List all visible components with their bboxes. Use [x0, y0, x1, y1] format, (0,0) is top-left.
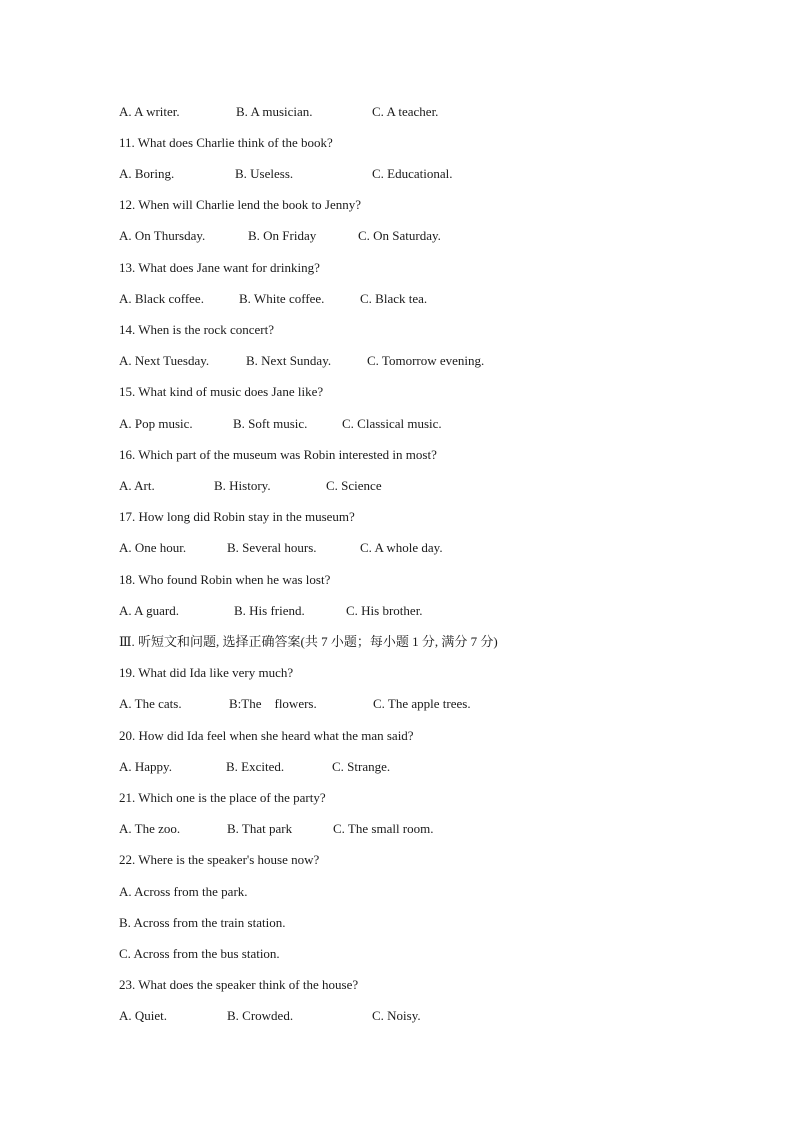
option-b: B. Useless. [235, 166, 294, 181]
option-a: A. Art. [119, 478, 155, 493]
question-16: 16. Which part of the museum was Robin interested in most? [119, 447, 437, 462]
option-c: C. Tomorrow evening. [367, 353, 485, 368]
option-b: B. Excited. [226, 759, 285, 774]
question-11: 11. What does Charlie think of the book? [119, 135, 333, 150]
option-b: B. History. [214, 478, 271, 493]
option-b: B:The flowers. [229, 696, 317, 711]
option-a: A. The cats. [119, 696, 182, 711]
option-c: C. A whole day. [360, 540, 443, 555]
option-b: B. His friend. [234, 603, 305, 618]
question-19: 19. What did Ida like very much? [119, 665, 294, 680]
option-b: B. Crowded. [227, 1008, 294, 1023]
question-18: 18. Who found Robin when he was lost? [119, 572, 331, 587]
option-b: B. A musician. [236, 104, 313, 119]
option-b: B. Several hours. [227, 540, 317, 555]
option-a: A. Happy. [119, 759, 172, 774]
option-b: B. Soft music. [233, 416, 308, 431]
answer-line-a: A. Across from the park. [119, 884, 248, 899]
question-17: 17. How long did Robin stay in the museum? [119, 509, 355, 524]
option-c: C. Science [326, 478, 382, 493]
question-21: 21. Which one is the place of the party? [119, 790, 326, 805]
option-c: C. Educational. [372, 166, 453, 181]
option-a: A. Boring. [119, 166, 175, 181]
option-a: A. Quiet. [119, 1008, 168, 1023]
option-a: A. Pop music. [119, 416, 193, 431]
question-22: 22. Where is the speaker's house now? [119, 852, 320, 867]
option-c: C. The apple trees. [373, 696, 471, 711]
option-a: A. A guard. [119, 603, 179, 618]
option-c: C. Classical music. [342, 416, 442, 431]
option-c: C. Noisy. [372, 1008, 421, 1023]
question-20: 20. How did Ida feel when she heard what the man said? [119, 728, 414, 743]
option-c: C. Black tea. [360, 291, 428, 306]
question-12: 12. When will Charlie lend the book to Jenny? [119, 197, 362, 212]
section-heading-iii: Ⅲ. 听短文和问题, 选择正确答案(共 7 小题；每小题 1 分, 满分 7 分) [119, 634, 498, 649]
option-a: A. Next Tuesday. [119, 353, 210, 368]
option-c: C. Strange. [332, 759, 391, 774]
question-15: 15. What kind of music does Jane like? [119, 384, 324, 399]
question-13: 13. What does Jane want for drinking? [119, 260, 320, 275]
option-a: A. One hour. [119, 540, 187, 555]
option-b: B. That park [227, 821, 293, 836]
question-23: 23. What does the speaker think of the house? [119, 977, 359, 992]
option-a: A. Black coffee. [119, 291, 204, 306]
answer-line-b: B. Across from the train station. [119, 915, 286, 930]
answer-line-c: C. Across from the bus station. [119, 946, 280, 961]
option-a: A. A writer. [119, 104, 180, 119]
option-b: B. On Friday [248, 228, 317, 243]
option-b: B. Next Sunday. [246, 353, 332, 368]
option-c: C. The small room. [333, 821, 434, 836]
question-14: 14. When is the rock concert? [119, 322, 274, 337]
option-c: C. His brother. [346, 603, 423, 618]
option-b: B. White coffee. [239, 291, 325, 306]
option-c: C. A teacher. [372, 104, 439, 119]
option-a: A. The zoo. [119, 821, 181, 836]
option-a: A. On Thursday. [119, 228, 206, 243]
option-c: C. On Saturday. [358, 228, 441, 243]
